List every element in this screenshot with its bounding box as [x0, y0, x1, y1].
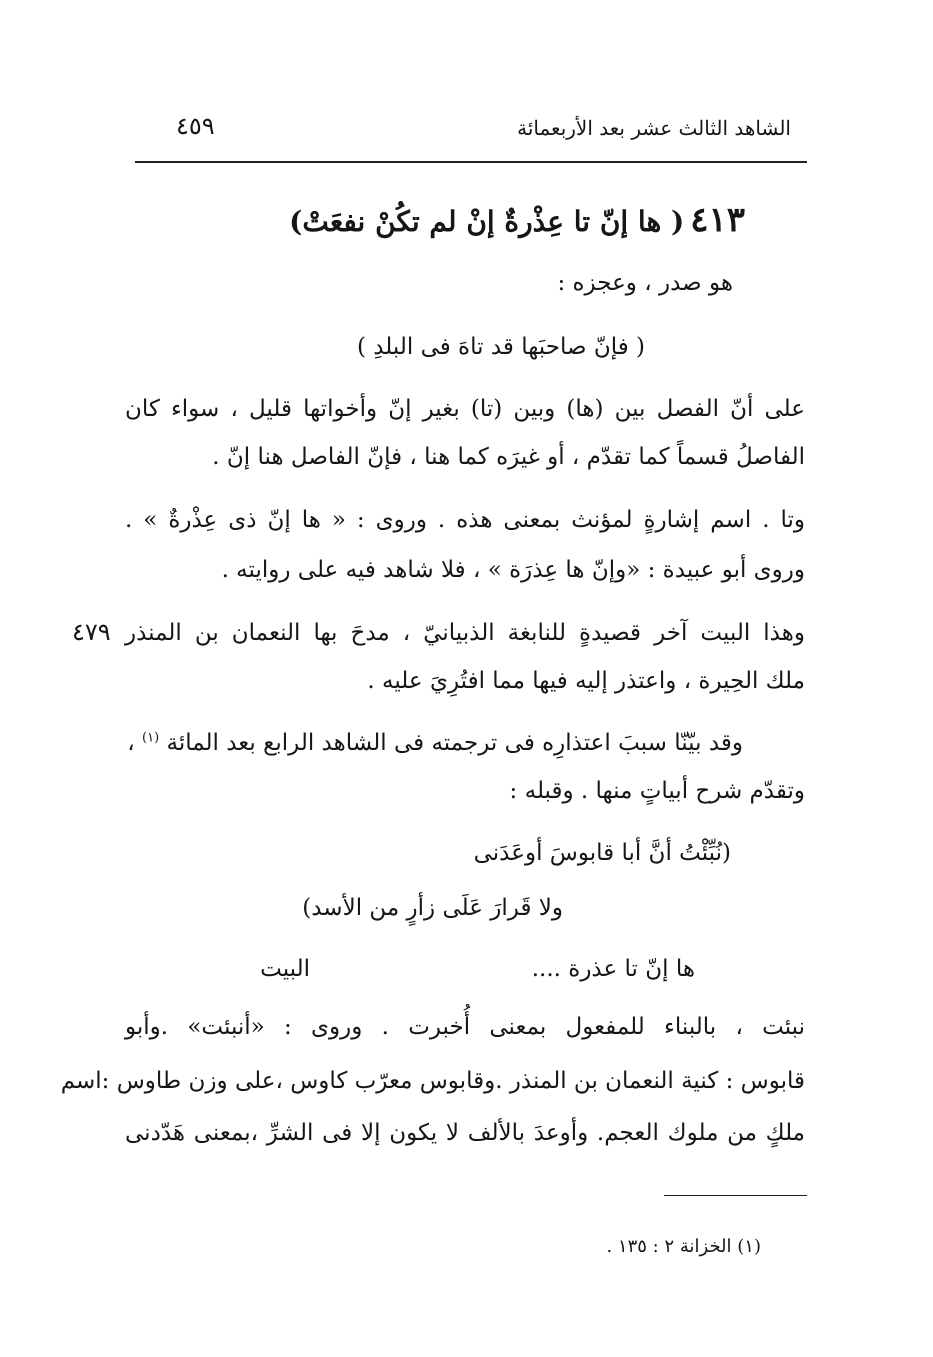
body-line: ملك الحِيرة ، واعتذر إليه فيها مما افتُرِيَ عليه . — [367, 668, 805, 694]
body-line — [127, 730, 743, 756]
verse-line: ولا قَرارَ عَلَى زأرٍ من الأسد) — [302, 895, 563, 921]
page-number: ٤٥٩ — [176, 112, 215, 140]
body-line: وهذا البيت آخر قصيدةٍ للنابغة الذبيانيّ ، مدحَ بها النعمان بن المنذر — [125, 620, 805, 646]
entry-number: ٤١٣ — [690, 200, 745, 240]
footnote-rule — [664, 1195, 807, 1196]
body-line: وتا . اسم إشارةٍ لمؤنث بمعنى هذه . وروى : « ها إنّ ذى عِذْرةٌ » . — [125, 507, 805, 533]
body-line: وروى أبو عبيدة : «وإنّ ها عِذرَة » ، فلا شاهد فيه على روايته . — [221, 557, 805, 583]
body-line: قابوس : كنية النعمان بن المنذر .وقابوس معرّب كاوس ،على وزن طاوس :اسم — [60, 1068, 805, 1094]
body-line: الفاصلُ قسماً كما تقدّم ، أو غيرَه كما هنا ، فإنّ الفاصل هنا إنّ . — [212, 444, 805, 470]
entry-heading — [289, 200, 745, 240]
verse-line: البيت — [260, 956, 310, 982]
footnote-reference: (١) — [142, 730, 160, 746]
footnote: (١) الخزانة ٢ : ١٣٥ . — [606, 1236, 761, 1257]
hemistich: ( فإنّ صاحبَها قد تاهَ فى البلدِ ) — [356, 334, 645, 360]
body-line: على أنّ الفصل بين (ها) وبين (تا) بغير إنّ وأخواتها قليل ، سواء كان — [125, 396, 805, 422]
body-line: ملكٍ من ملوك العجم. وأوعدَ بالألف لا يكون إلا فى الشرِّ ،بمعنى هَدّدنى — [125, 1120, 805, 1146]
body-line: هو صدر ، وعجزه : — [557, 270, 733, 296]
body-line: وتقدّم شرح أبياتٍ منها . وقبله : — [509, 778, 805, 804]
entry-title: ( ها إنّ تا عِذْرةٌ إنْ لم تكُنْ نفعَتْ) — [289, 205, 685, 238]
margin-number: ٤٧٩ — [72, 618, 111, 646]
body-line: نبئت ، بالبناء للمفعول بمعنى أُخبرت . وروى : «أنبئت» .وأبو — [125, 1014, 805, 1040]
verse-line: (نُبِّئْتُ أنَّ أبا قابوسَ أوعَدَنى — [473, 840, 731, 866]
body-text: وقد بيّنّا سببَ اعتذارِه فى ترجمته فى الشاهد الرابع بعد المائة — [166, 730, 743, 756]
verse-line: ها إنّ تا عذرة .... — [531, 956, 695, 982]
body-text: ، — [127, 730, 135, 756]
header-rule — [135, 161, 807, 163]
running-header-title: الشاهد الثالث عشر بعد الأربعمائة — [517, 116, 791, 140]
